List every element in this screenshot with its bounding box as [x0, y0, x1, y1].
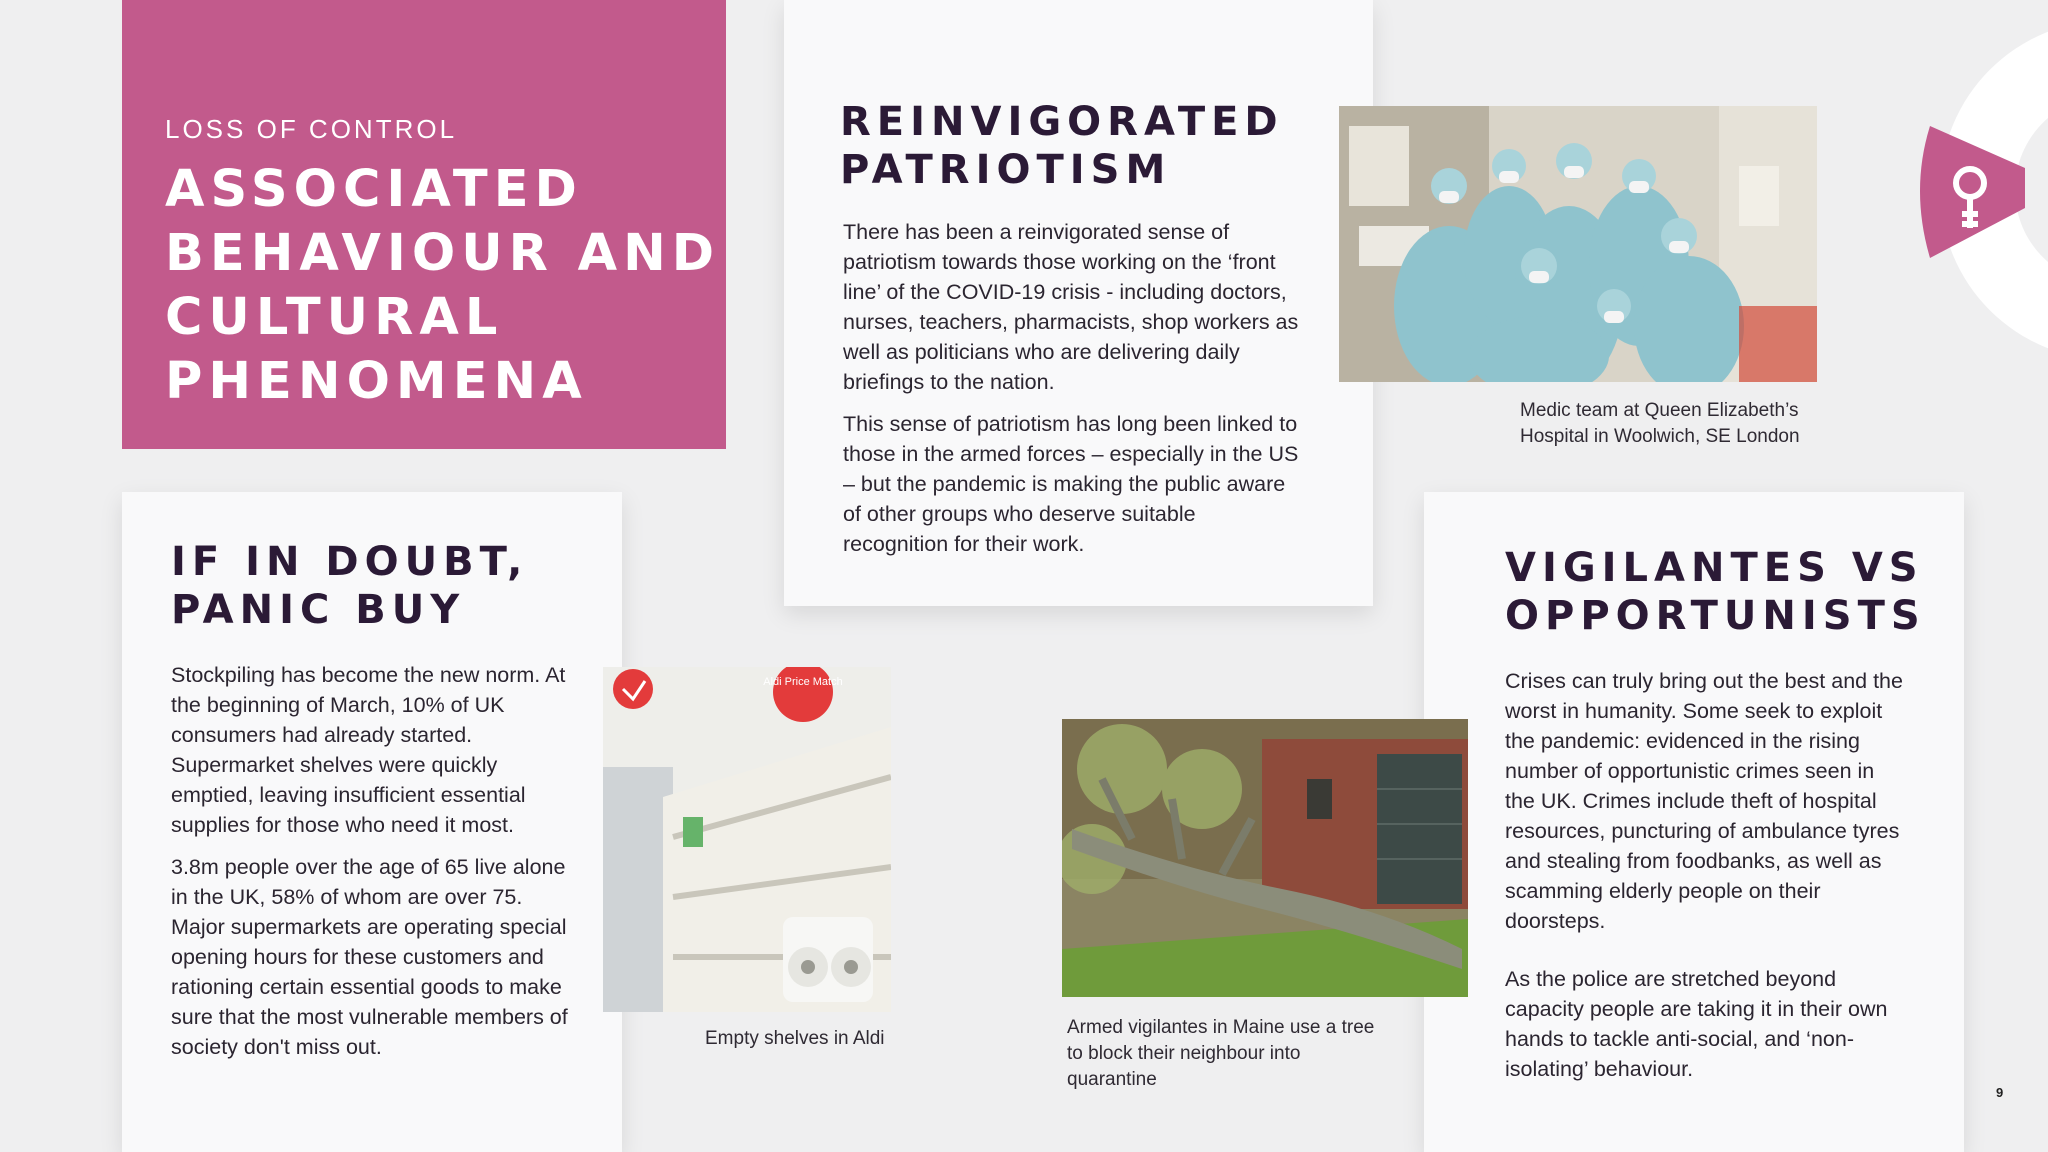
patriotism-heading-line2: PATRIOTISM [840, 147, 1172, 193]
page-title: ASSOCIATED BEHAVIOUR AND CULTURAL PHENOMENA [165, 160, 721, 411]
patriotism-paragraph: This sense of patriotism has long been linked to those in the armed forces – especially in the US – but the pandemic is making the public aware of other groups who deserve suitable recognition for their work. [843, 412, 1299, 556]
patriotism-heading [840, 98, 1284, 194]
page-number: 9 [1996, 1085, 2004, 1100]
empty-shelves-caption: Empty shelves in Aldi [705, 1028, 885, 1049]
patriotism-heading-line1: REINVIGORATED [840, 99, 1284, 145]
vigilantes-heading [1505, 544, 1926, 640]
vigilantes-paragraph: Crises can truly bring out the best and the worst in humanity. Some seek to exploit the pandemic: evidenced in the rising number of opportunistic crimes seen in the UK. Crimes include theft of hospital resources, puncturing of ambulance tyres and stealing from foodbanks, as well as scamming elderly people on their doorsteps. [1505, 669, 1903, 933]
panic-buy-heading-line1: IF IN DOUBT, [171, 539, 529, 585]
patriotism-card [784, 0, 1373, 606]
patriotism-paragraph: There has been a reinvigorated sense of patriotism towards those working on the ‘front line’ of the COVID-19 crisis - including doctors, nurses, teachers, pharmacists, shop workers as well as politicians who are delivering daily briefings to the nation. [843, 220, 1299, 394]
medic-team-photo [1339, 106, 1817, 382]
panic-buy-card [122, 492, 622, 1152]
patriotism-body [843, 217, 1303, 571]
decorative-wheel [1900, 18, 2048, 358]
empty-shelves-photo [603, 667, 891, 1012]
vigilantes-paragraph: As the police are stretched beyond capacity people are taking it in their own hands to tackle anti-social, and ‘non-isolating’ behaviour. [1505, 967, 1888, 1081]
vigilantes-heading-line2: OPPORTUNISTS [1505, 593, 1926, 639]
fallen-tree-photo [1062, 719, 1468, 997]
panic-buy-paragraph: Stockpiling has become the new norm. At the beginning of March, 10% of UK consumers had already started. Supermarket shelves were quickly emptied, leaving insufficient essential supplies for those who need it most. [171, 663, 566, 837]
vigilantes-card [1424, 492, 1964, 1152]
medic-team-caption: Medic team at Queen Elizabeth’s Hospital in Woolwich, SE London [1520, 400, 1800, 447]
title-block [122, 0, 726, 449]
section-kicker: LOSS OF CONTROL [165, 114, 458, 144]
panic-buy-heading [171, 538, 528, 634]
vigilantes-heading-line1: VIGILANTES VS [1505, 545, 1924, 591]
panic-buy-heading-line2: PANIC BUY [171, 587, 466, 633]
panic-buy-body [171, 660, 571, 1074]
price-match-sign: Aldi Price Match [763, 676, 843, 688]
panic-buy-paragraph: 3.8m people over the age of 65 live alone in the UK, 58% of whom are over 75. Major supermarkets are operating special opening hours for these customers and rationing certain essential goods to make sure that the most vulnerable members of society don't miss out. [171, 855, 568, 1059]
vigilantes-body [1505, 666, 1905, 1112]
fallen-tree-caption: Armed vigilantes in Maine use a tree to block their neighbour into quarantine [1067, 1017, 1375, 1090]
